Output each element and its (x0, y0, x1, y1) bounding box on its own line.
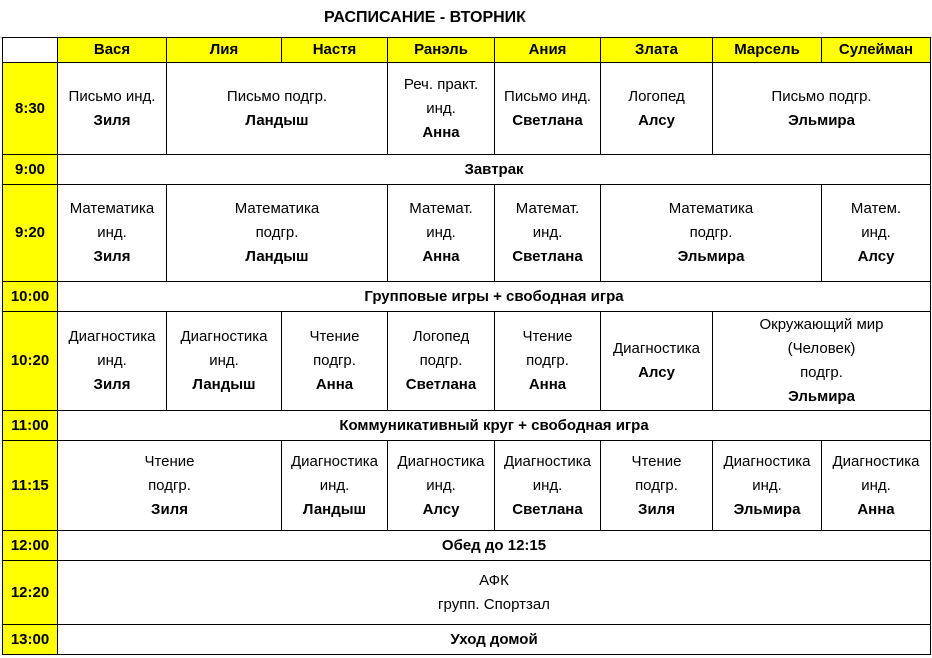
slot-row-1100 (3, 411, 931, 441)
lesson-name: Логопед (628, 87, 685, 105)
teacher-name: Зиля (93, 111, 131, 129)
lesson-cell (495, 63, 601, 155)
slot-row-1200 (3, 531, 931, 561)
lesson-cell (388, 441, 495, 531)
time-cell: 10:00 (3, 282, 58, 312)
child-header: Злата (601, 38, 713, 63)
lesson-cell (167, 185, 388, 282)
slot-row-830 (3, 63, 931, 155)
lesson-type: инд. (752, 476, 782, 494)
lesson-name: Диагностика (613, 340, 700, 357)
teacher-name: Алсу (638, 111, 675, 129)
teacher-name: Анна (315, 376, 354, 393)
common-activity: Групповые игры + свободная игра (58, 282, 931, 312)
lesson-type: инд. (861, 476, 891, 494)
child-header: Сулейман (822, 38, 931, 63)
lesson-cell (282, 441, 388, 531)
lesson-type: инд. (209, 352, 239, 369)
common-activity: Завтрак (58, 155, 931, 185)
lesson-type: инд. (426, 99, 456, 117)
schedule-table (2, 37, 931, 655)
lesson-name: Письмо подгр. (771, 87, 872, 105)
lesson-type: подгр. (526, 352, 569, 369)
time-cell: 9:20 (3, 185, 58, 282)
teacher-name: Светлана (512, 500, 583, 518)
teacher-name: Светлана (405, 376, 477, 393)
teacher-name: Эльмира (788, 111, 855, 129)
lesson-type: инд. (426, 224, 456, 241)
time-cell: 12:20 (3, 561, 58, 625)
teacher-name: Зиля (93, 248, 131, 265)
lesson-name: Математика (234, 200, 320, 217)
child-header: Марсель (713, 38, 822, 63)
lesson-place: групп. Спортзал (438, 595, 550, 613)
common-activity: Уход домой (58, 625, 931, 655)
time-cell: 11:00 (3, 411, 58, 441)
lesson-name: Чтение (144, 452, 195, 470)
lesson-cell (495, 185, 601, 282)
erased-smudge (530, 3, 630, 33)
slot-row-1220 (3, 561, 931, 625)
lesson-name: Чтение (309, 328, 360, 345)
lesson-type: инд. (532, 476, 563, 494)
lesson-cell (822, 185, 931, 282)
lesson-type: инд. (97, 224, 127, 241)
slot-row-1020 (3, 312, 931, 411)
lesson-cell (388, 63, 495, 155)
lesson-cell (601, 441, 713, 531)
lesson-cell (167, 63, 388, 155)
lesson-name: Диагностика (723, 452, 811, 470)
teacher-name: Ландыш (302, 500, 367, 518)
lesson-cell (713, 441, 822, 531)
lesson-type: инд. (319, 476, 350, 494)
lesson-name: Чтение (522, 328, 573, 345)
lesson-cell (58, 63, 167, 155)
lesson-cell (713, 312, 931, 411)
common-activity: Обед до 12:15 (58, 531, 931, 561)
lesson-name: Диагностика (504, 452, 591, 470)
lesson-name: Диагностика (180, 328, 268, 345)
teacher-name: Анна (857, 500, 895, 518)
lesson-type: инд. (532, 224, 563, 241)
child-header: Ания (495, 38, 601, 63)
lesson-type: инд. (861, 224, 891, 241)
lesson-type: подгр. (419, 352, 463, 369)
time-cell: 11:15 (3, 441, 58, 531)
lesson-name: Логопед (412, 328, 470, 345)
lesson-subtitle: (Человек) (787, 340, 856, 357)
teacher-name: Светлана (512, 248, 583, 265)
lesson-cell (58, 312, 167, 411)
child-header: Вася (58, 38, 167, 63)
teacher-name: Ландыш (245, 248, 309, 265)
time-cell: 9:00 (3, 155, 58, 185)
lesson-name: Матем. (850, 200, 902, 217)
lesson-name: Диагностика (68, 328, 156, 345)
child-header: Ранэль (388, 38, 495, 63)
lesson-name: Диагностика (291, 452, 378, 470)
lesson-name: Письмо инд. (504, 87, 591, 105)
teacher-name: Эльмира (788, 388, 855, 405)
lesson-type: подгр. (313, 352, 356, 369)
lesson-type: инд. (426, 476, 456, 494)
slot-row-900 (3, 155, 931, 185)
lesson-name: Диагностика (832, 452, 920, 470)
header-row (3, 38, 931, 63)
lesson-name: Чтение (631, 452, 682, 470)
lesson-name: Диагностика (397, 452, 485, 470)
lesson-type: подгр. (148, 476, 191, 494)
time-cell: 12:00 (3, 531, 58, 561)
lesson-type: подгр. (800, 364, 843, 381)
teacher-name: Алсу (857, 248, 895, 265)
teacher-name: Алсу (638, 364, 675, 381)
time-cell: 8:30 (3, 63, 58, 155)
lesson-name: Письмо подгр. (226, 87, 328, 105)
child-header: Лия (167, 38, 282, 63)
teacher-name: Алсу (422, 500, 460, 518)
lesson-cell (388, 312, 495, 411)
teacher-name: Ландыш (192, 376, 256, 393)
teacher-name: Зиля (93, 376, 131, 393)
lesson-cell (601, 312, 713, 411)
slot-row-1000 (3, 282, 931, 312)
lesson-cell (167, 312, 282, 411)
lesson-cell (713, 63, 931, 155)
lesson-cell (495, 312, 601, 411)
lesson-name: Окружающий мир (759, 316, 884, 333)
slot-row-1300 (3, 625, 931, 655)
lesson-cell (388, 185, 495, 282)
slot-row-1115 (3, 441, 931, 531)
teacher-name: Анна (528, 376, 567, 393)
teacher-name: Зиля (151, 500, 188, 518)
time-cell: 13:00 (3, 625, 58, 655)
teacher-name: Эльмира (677, 248, 745, 265)
lesson-cell (58, 185, 167, 282)
lesson-cell (601, 63, 713, 155)
lesson-type: инд. (97, 352, 127, 369)
title-row (0, 0, 932, 38)
lesson-cell (601, 185, 822, 282)
teacher-name: Анна (422, 248, 460, 265)
lesson-cell (58, 441, 282, 531)
lesson-type: подгр. (689, 224, 733, 241)
lesson-name: Математ. (515, 200, 580, 217)
teacher-name: Светлана (512, 111, 583, 129)
lesson-name: Реч. практ. (403, 75, 479, 93)
teacher-name: Эльмира (733, 500, 801, 518)
lesson-cell (282, 312, 388, 411)
lesson-name: АФК (479, 571, 509, 589)
teacher-name: Зиля (638, 500, 675, 518)
corner-cell (3, 38, 58, 63)
lesson-cell (822, 441, 931, 531)
teacher-name: Ландыш (245, 111, 309, 129)
lesson-name: Письмо инд. (68, 87, 156, 105)
lesson-type: подгр. (255, 224, 299, 241)
lesson-cell (495, 441, 601, 531)
lesson-name: Математика (69, 200, 155, 217)
time-cell: 10:20 (3, 312, 58, 411)
lesson-name: Математ. (409, 200, 473, 217)
lesson-cell (58, 561, 931, 625)
slot-row-920 (3, 185, 931, 282)
child-header: Настя (282, 38, 388, 63)
teacher-name: Анна (422, 123, 460, 141)
lesson-type: подгр. (635, 476, 678, 494)
common-activity: Коммуникативный круг + свободная игра (58, 411, 931, 441)
lesson-name: Математика (668, 200, 754, 217)
schedule-title: РАСПИСАНИЕ - ВТОРНИК (324, 9, 526, 26)
